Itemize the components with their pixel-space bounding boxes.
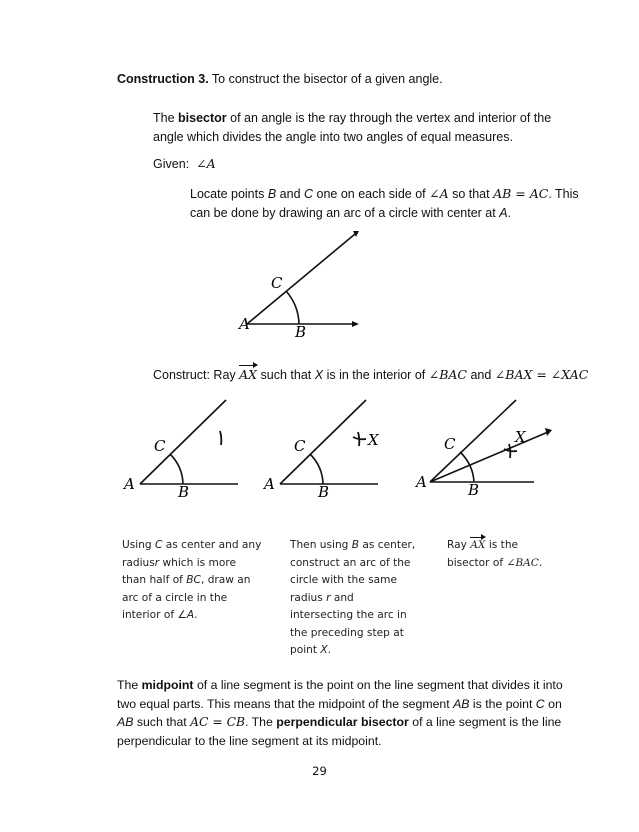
step1-label-b: B bbox=[178, 483, 190, 501]
cap1-line-5 bbox=[122, 607, 261, 625]
given-value: ∠A bbox=[196, 156, 216, 171]
mid-l2a: two equal parts. This means that the midpoint of the segment bbox=[117, 696, 454, 711]
midpoint-line-1 bbox=[117, 676, 563, 695]
locate-angle: ∠A bbox=[429, 186, 449, 201]
arrowhead-ab bbox=[352, 321, 359, 327]
locate-paragraph bbox=[190, 184, 579, 223]
mid-l1rest: of a line segment is the point on the line segment that divides it into bbox=[193, 678, 563, 692]
construct-angle2: ∠BAX = ∠XAC bbox=[494, 367, 589, 382]
step1-arc-bc bbox=[170, 454, 183, 484]
cap3-l2c: . bbox=[538, 556, 543, 569]
midpoint-paragraph bbox=[117, 676, 563, 750]
arc-bc bbox=[286, 291, 299, 324]
caption-step-2 bbox=[290, 537, 415, 660]
step3-label-a: A bbox=[416, 473, 427, 491]
cap1-l5c: . bbox=[194, 609, 198, 621]
locate-p2: and bbox=[276, 187, 304, 201]
cap3-l1c: is the bbox=[485, 539, 519, 551]
cap1-l2b: r bbox=[154, 556, 160, 569]
construct-p4: and bbox=[466, 368, 495, 382]
construction-heading bbox=[117, 70, 443, 89]
locate-p3: one on each side of bbox=[313, 187, 430, 201]
construct-x: X bbox=[314, 368, 324, 382]
cap2-l4c: and bbox=[330, 591, 354, 604]
step2-label-c: C bbox=[294, 437, 306, 455]
mid-l3b: such that bbox=[133, 715, 191, 729]
step3-ray-ac bbox=[430, 400, 516, 482]
mid-l2d: C bbox=[535, 696, 545, 711]
construct-ray: AX bbox=[239, 367, 258, 382]
construct-line bbox=[153, 365, 588, 385]
midpoint-line-3 bbox=[117, 713, 563, 732]
locate-b: B bbox=[267, 187, 277, 201]
cap2-line-6: the preceding step at bbox=[290, 626, 404, 639]
cap1-l1c: as center and any bbox=[162, 539, 262, 551]
cap1-l5b: ∠A bbox=[177, 609, 195, 621]
step3-label-c: C bbox=[444, 435, 456, 453]
cap1-l3a: than half of bbox=[122, 574, 187, 586]
label-b: B bbox=[295, 323, 307, 341]
midpoint-line-2 bbox=[117, 695, 563, 714]
given-line bbox=[153, 154, 216, 174]
construct-angle1: ∠BAC bbox=[428, 367, 467, 382]
definition-line-1 bbox=[153, 109, 551, 128]
mid-term2: perpendicular bisector bbox=[276, 715, 409, 729]
page-number: 29 bbox=[312, 764, 327, 778]
cap3-line-2 bbox=[447, 555, 542, 573]
cap2-line-5: intersecting the arc in bbox=[290, 609, 407, 621]
mid-l3d: of a line segment is the line bbox=[408, 715, 562, 729]
step3-arrowhead-ax bbox=[545, 428, 552, 436]
cap3-l2b: ∠BAC bbox=[506, 556, 539, 569]
step2-arc-bc bbox=[310, 454, 323, 484]
cap1-l1b: C bbox=[155, 539, 163, 551]
construction-title: Construction 3. bbox=[117, 72, 209, 86]
locate-line-2 bbox=[190, 204, 579, 223]
construct-p3: is in the interior of bbox=[323, 368, 429, 382]
midpoint-line-4: perpendicular to the line segment at its midpoint. bbox=[117, 733, 382, 748]
locate-c: C bbox=[304, 187, 314, 201]
locate-eq: AB = AC bbox=[493, 186, 549, 201]
cap1-l2a: radius bbox=[122, 556, 155, 569]
locate-p5: . This bbox=[548, 187, 579, 201]
cap3-l1b: AX bbox=[470, 537, 485, 555]
cap2-l7a: point bbox=[290, 644, 321, 656]
step2-label-x: X bbox=[368, 431, 379, 449]
cap2-line-7 bbox=[290, 642, 415, 660]
step1-label-a: A bbox=[124, 475, 135, 493]
construct-p1: Construct: Ray bbox=[153, 368, 240, 382]
label-a: A bbox=[239, 315, 250, 333]
construct-p2: such that bbox=[257, 368, 315, 382]
mid-term1: midpoint bbox=[141, 678, 194, 692]
cap2-line-2: construct an arc of the bbox=[290, 556, 411, 569]
step1-label-c: C bbox=[154, 437, 166, 455]
locate-line2a: can be done by drawing an arc of a circle with center at bbox=[190, 206, 500, 220]
cap3-l2a: bisector of bbox=[447, 556, 507, 569]
cap1-l5a: interior of bbox=[122, 609, 178, 621]
cap2-l1c: as center, bbox=[359, 539, 416, 551]
locate-p1: Locate points bbox=[190, 187, 268, 201]
cap1-l1a: Using bbox=[122, 539, 156, 551]
cap3-l1a: Ray bbox=[447, 539, 471, 551]
bisector-definition bbox=[153, 109, 551, 147]
step3-label-x: X bbox=[515, 428, 526, 446]
cap1-line-3 bbox=[122, 572, 261, 590]
cap2-l1a: Then using bbox=[290, 539, 352, 551]
figure-step-3 bbox=[412, 392, 562, 502]
cap2-l1b: B bbox=[351, 539, 360, 551]
definition-pre: The bbox=[153, 111, 179, 125]
ray-ac bbox=[247, 234, 355, 324]
definition-rest: of an angle is the ray through the vertex and interior of the bbox=[226, 111, 552, 125]
construction-text: To construct the bisector of a given angle. bbox=[208, 72, 443, 86]
step3-label-b: B bbox=[468, 481, 480, 499]
cap3-line-1 bbox=[447, 537, 542, 555]
mid-l3c: . The bbox=[245, 715, 277, 729]
figure-angle-a bbox=[225, 225, 375, 345]
step2-ray-ac bbox=[280, 400, 366, 484]
mid-l2b: AB bbox=[453, 696, 470, 711]
cap2-l7c: . bbox=[327, 644, 332, 656]
figure-step-1 bbox=[120, 392, 250, 502]
mid-l3eq: AC = CB bbox=[190, 715, 246, 729]
cap2-l4a: radius bbox=[290, 591, 327, 604]
given-label: Given: bbox=[153, 157, 190, 171]
locate-line2b: . bbox=[507, 206, 512, 220]
cap1-l2c: which is more bbox=[159, 556, 236, 569]
locate-p4: so that bbox=[448, 187, 494, 201]
mid-l2c: is the point bbox=[469, 696, 536, 711]
mid-pre: The bbox=[117, 678, 142, 692]
step2-label-a: A bbox=[264, 475, 275, 493]
cap1-line-2 bbox=[122, 555, 261, 573]
mid-l3a: AB bbox=[117, 715, 134, 729]
step2-label-b: B bbox=[318, 483, 330, 501]
figure-step-2 bbox=[260, 392, 390, 502]
cap2-line-1 bbox=[290, 537, 415, 555]
cap1-line-1 bbox=[122, 537, 261, 555]
cap2-line-3: circle with the same bbox=[290, 574, 397, 586]
caption-step-1 bbox=[122, 537, 261, 625]
cap1-l3c: , draw an bbox=[200, 574, 251, 586]
step1-ray-ac bbox=[140, 400, 226, 484]
caption-step-3 bbox=[447, 537, 542, 572]
locate-line-1 bbox=[190, 184, 579, 204]
label-c: C bbox=[271, 274, 283, 292]
cap2-l4b: r bbox=[326, 591, 331, 604]
definition-line-2: angle which divides the angle into two angles of equal measures. bbox=[153, 130, 513, 144]
cap2-l7b: X bbox=[320, 644, 328, 656]
locate-a: A bbox=[499, 206, 508, 220]
cap1-line-4: arc of a circle in the bbox=[122, 591, 228, 604]
cap2-line-4 bbox=[290, 590, 415, 608]
cap1-l3b: BC bbox=[186, 574, 201, 586]
step1-arc-x bbox=[220, 431, 221, 445]
mid-l2e: on bbox=[544, 696, 562, 711]
definition-term: bisector bbox=[178, 111, 227, 125]
